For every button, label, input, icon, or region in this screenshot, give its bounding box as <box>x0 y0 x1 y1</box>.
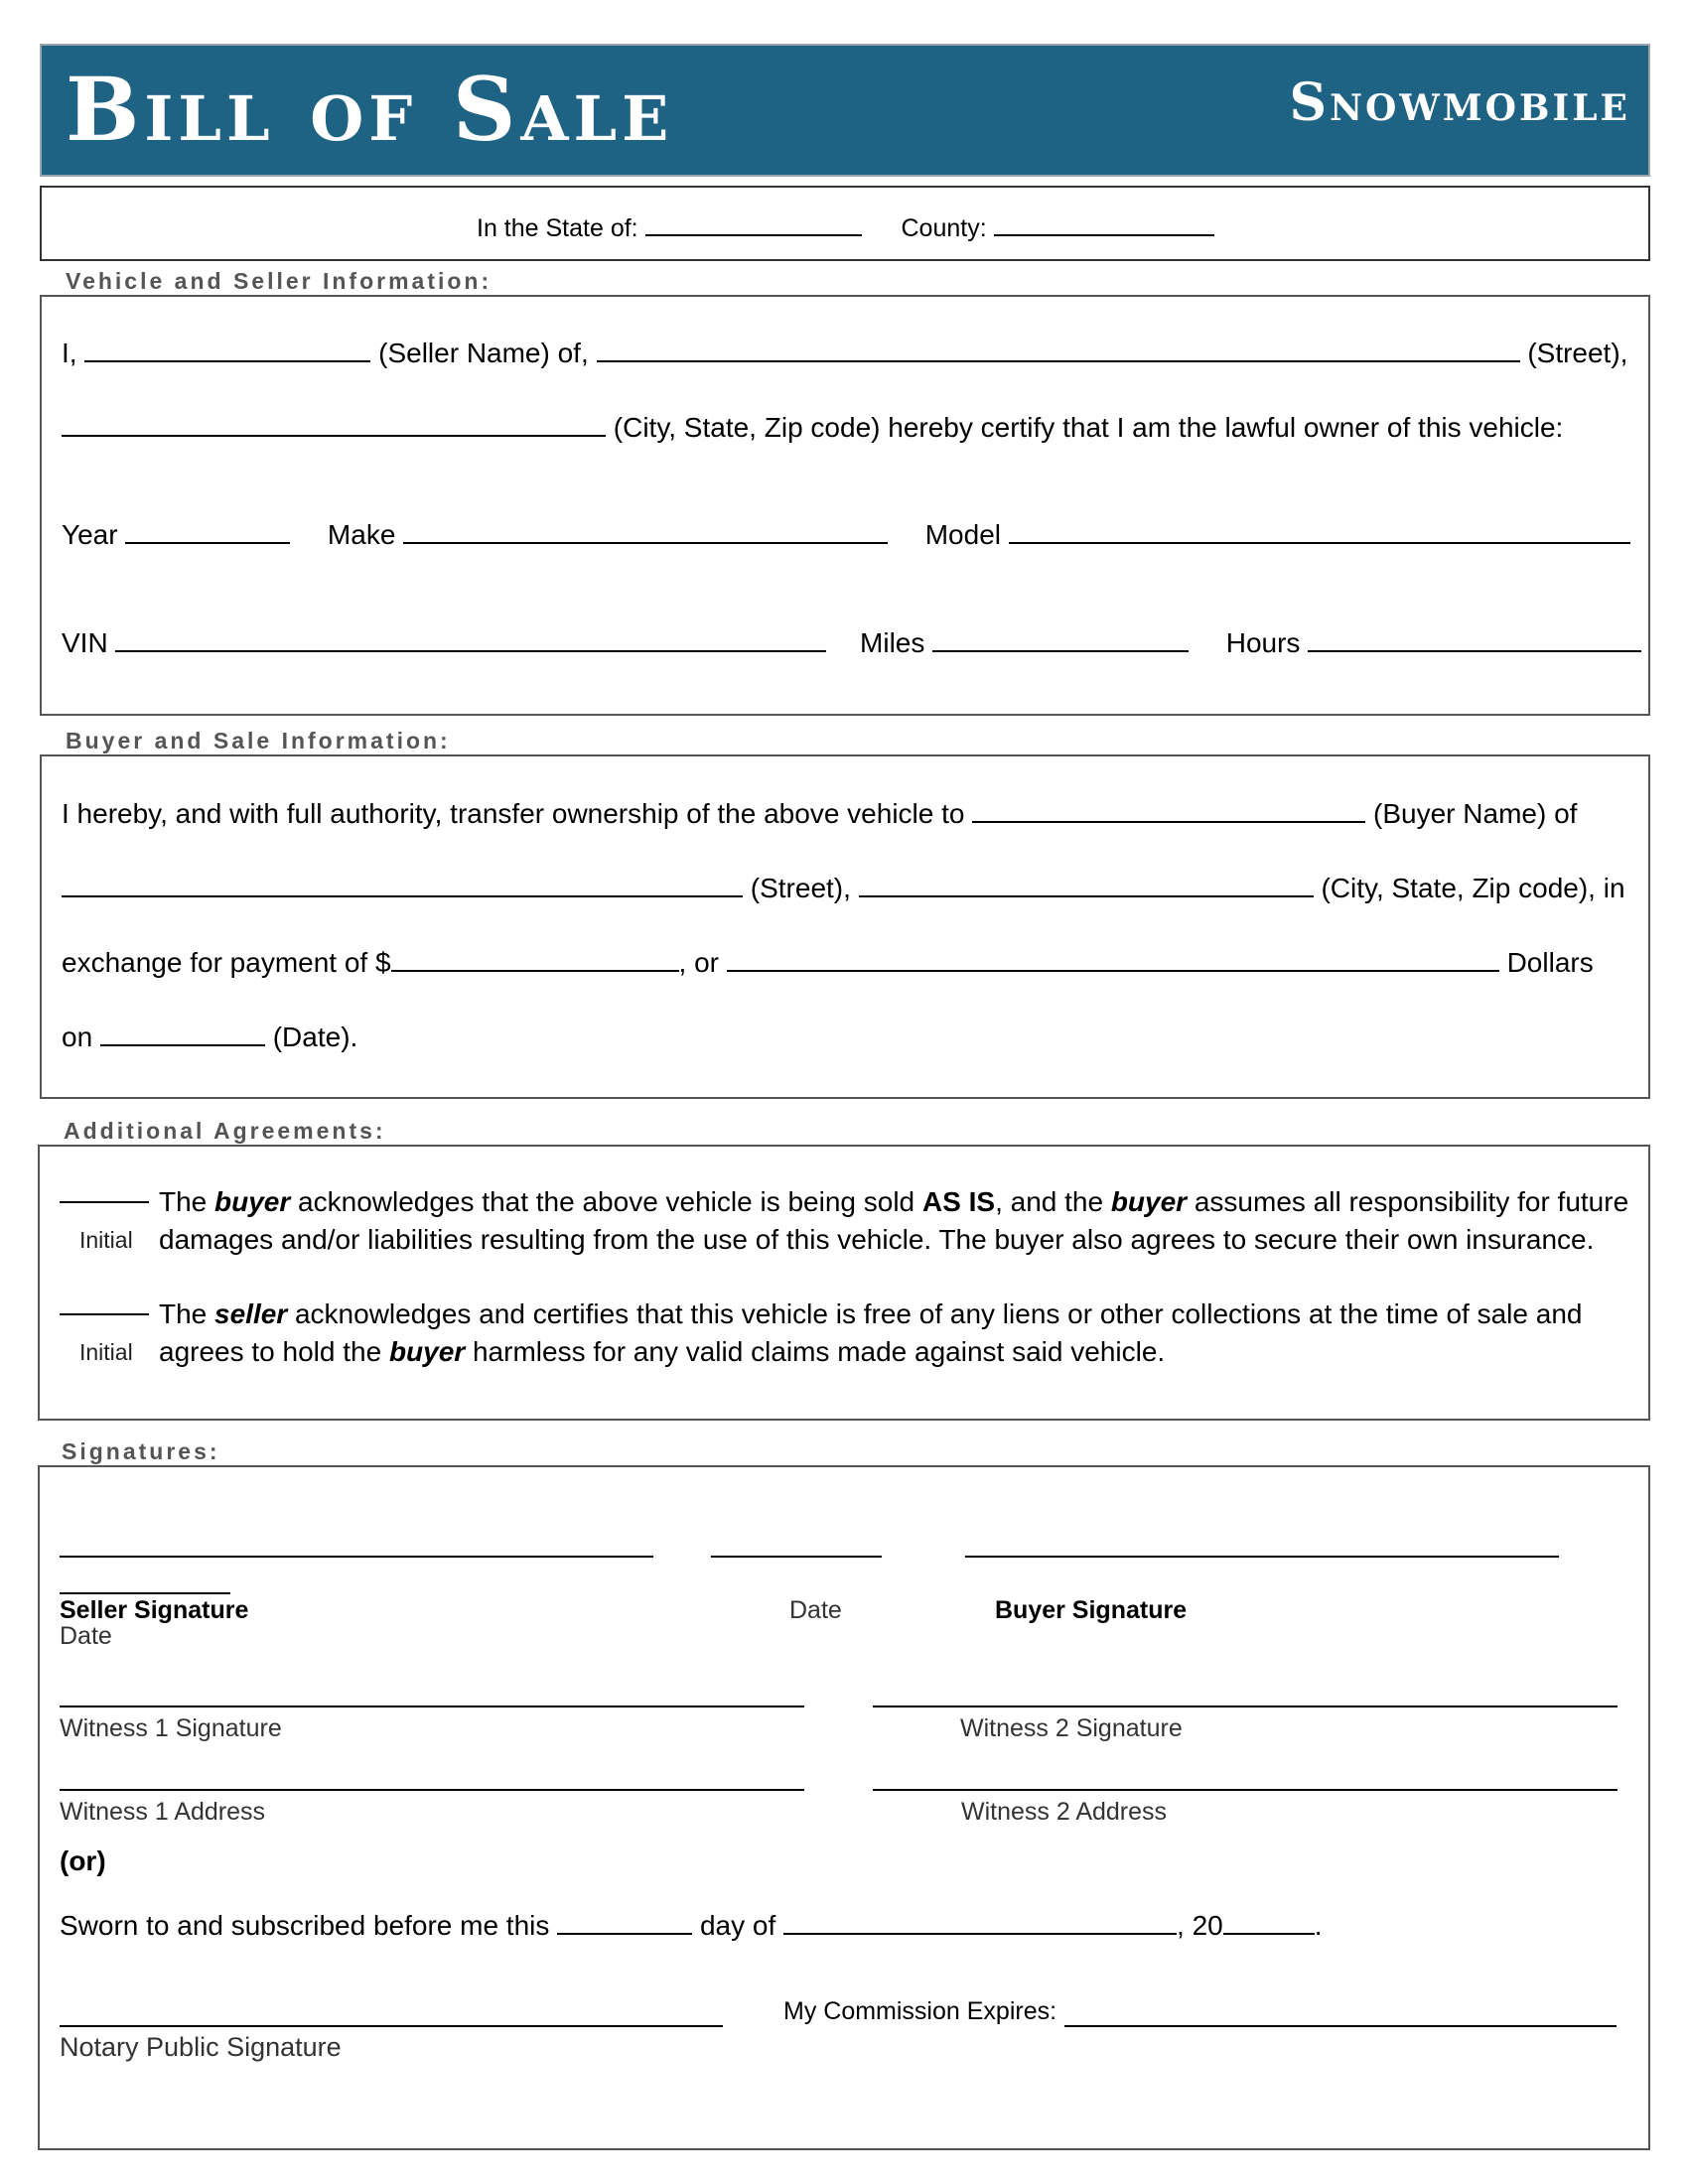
header-banner <box>40 44 1650 177</box>
buyer-city-label: (City, State, Zip code), in <box>1321 873 1625 903</box>
witness2-address-label: Witness 2 Address <box>961 1798 1168 1826</box>
sworn-year-label: , 20 <box>1177 1910 1223 1941</box>
page-title: Bill of Sale <box>66 58 674 161</box>
county-field[interactable] <box>994 208 1214 236</box>
buyer-line-4 <box>62 1019 357 1054</box>
year-field[interactable] <box>125 516 290 544</box>
initial-field-1[interactable] <box>60 1201 149 1203</box>
agreement-liens-text: The seller acknowledges and certifies that this vehicle is free of any liens or other collections at the time of sale and agrees to hold the buyer harmless for any valid claims made against said vehicle. <box>159 1298 1583 1367</box>
witness2-address-line[interactable] <box>873 1789 1618 1791</box>
witness1-address-label: Witness 1 Address <box>60 1798 266 1826</box>
payment-words-field[interactable] <box>727 944 1499 972</box>
sworn-day-field[interactable] <box>557 1907 692 1935</box>
buyer-line-2 <box>62 870 1625 905</box>
buyer-line-1 <box>62 795 1577 831</box>
sale-date-field[interactable] <box>100 1019 265 1046</box>
buyer-transfer-text: I hereby, and with full authority, transfer ownership of the above vehicle to <box>62 798 965 829</box>
model-label: Model <box>924 519 1001 550</box>
vin-field[interactable] <box>115 624 826 652</box>
dollars-label: Dollars <box>1506 947 1594 978</box>
vehicle-line-year <box>62 516 1630 552</box>
witness1-signature-line[interactable] <box>60 1706 804 1707</box>
sworn-label: Sworn to and subscribed before me this <box>60 1910 550 1941</box>
state-field[interactable] <box>645 208 862 236</box>
seller-city-label: (City, State, Zip code) hereby certify that I am the lawful owner of this vehicle: <box>613 412 1564 443</box>
commission-label: My Commission Expires: <box>783 1997 1057 2025</box>
sworn-day-label: day of <box>699 1910 776 1941</box>
witness1-address-line[interactable] <box>60 1789 804 1791</box>
seller-signature-line[interactable] <box>60 1556 653 1558</box>
notary-signature-label: Notary Public Signature <box>60 2032 342 2062</box>
county-label: County: <box>901 214 987 242</box>
vehicle-line-vin <box>62 624 1641 660</box>
seller-signature-label: Seller Signature <box>60 1596 249 1624</box>
year-label: Year <box>62 519 118 550</box>
notary-signature-line[interactable] <box>60 2025 723 2027</box>
sworn-line: Sworn to and subscribed before me this day of , 20 . <box>60 1907 1323 1943</box>
section-buyer-sale: Buyer and Sale Information: <box>66 728 451 753</box>
agreement-as-is-text: The buyer acknowledges that the above vehicle is being sold AS IS, and the buyer assumes all responsibility for future damages and/or liabilities resulting from the use of this vehicle. The buyer also agrees to secure their own insurance. <box>159 1186 1629 1255</box>
initial-label-2: Initial <box>79 1339 133 1365</box>
hours-field[interactable] <box>1308 624 1641 652</box>
buyer-signature-line[interactable] <box>965 1556 1559 1558</box>
sale-date-label: (Date). <box>272 1022 358 1052</box>
seller-name-field[interactable] <box>84 335 370 362</box>
commission-line[interactable] <box>1064 2025 1617 2027</box>
sworn-month-field[interactable] <box>783 1907 1177 1935</box>
buyer-signature-label: Buyer Signature <box>995 1596 1188 1624</box>
buyer-date-label: Date <box>60 1622 112 1650</box>
seller-name-label: (Seller Name) of, <box>378 338 589 368</box>
buyer-name-field[interactable] <box>972 795 1365 823</box>
make-field[interactable] <box>403 516 888 544</box>
vin-label: VIN <box>62 627 108 658</box>
seller-date-label: Date <box>789 1596 842 1624</box>
page-subtitle: Snowmobile <box>1289 72 1630 133</box>
agreement-liens <box>60 1296 1648 1375</box>
sworn-year-field[interactable] <box>1223 1907 1315 1935</box>
payment-label: exchange for payment of $ <box>62 947 391 978</box>
buyer-city-field[interactable] <box>859 870 1314 897</box>
section-vehicle-seller: Vehicle and Seller Information: <box>66 268 492 294</box>
buyer-date-line[interactable] <box>60 1592 230 1594</box>
miles-field[interactable] <box>932 624 1189 652</box>
section-additional: Additional Agreements: <box>64 1118 386 1144</box>
hours-label: Hours <box>1225 627 1301 658</box>
location-line <box>477 208 1214 245</box>
seller-street-label: (Street), <box>1527 338 1628 368</box>
miles-label: Miles <box>860 627 925 658</box>
seller-street-field[interactable] <box>597 335 1520 362</box>
witness1-signature-label: Witness 1 Signature <box>60 1714 282 1742</box>
agreement-as-is <box>60 1183 1648 1263</box>
witness2-signature-label: Witness 2 Signature <box>960 1714 1183 1742</box>
seller-city-field[interactable] <box>62 409 606 437</box>
buyer-line-3 <box>62 944 1594 980</box>
buyer-street-label: (Street), <box>750 873 851 903</box>
make-label: Make <box>327 519 396 550</box>
payment-or-label: , or <box>678 947 720 978</box>
seller-prefix: I, <box>62 338 77 368</box>
section-signatures: Signatures: <box>62 1438 220 1464</box>
seller-line-1 <box>62 335 1627 370</box>
seller-date-line[interactable] <box>711 1556 882 1558</box>
buyer-name-label: (Buyer Name) of <box>1373 798 1578 829</box>
on-label: on <box>62 1022 93 1052</box>
model-field[interactable] <box>1009 516 1630 544</box>
initial-field-2[interactable] <box>60 1313 149 1315</box>
initial-label-1: Initial <box>79 1227 133 1253</box>
buyer-street-field[interactable] <box>62 870 743 897</box>
seller-line-2 <box>62 409 1563 445</box>
state-label: In the State of: <box>477 214 638 242</box>
payment-amount-field[interactable] <box>391 944 679 972</box>
or-label: (or) <box>60 1845 106 1876</box>
witness2-signature-line[interactable] <box>873 1706 1618 1707</box>
